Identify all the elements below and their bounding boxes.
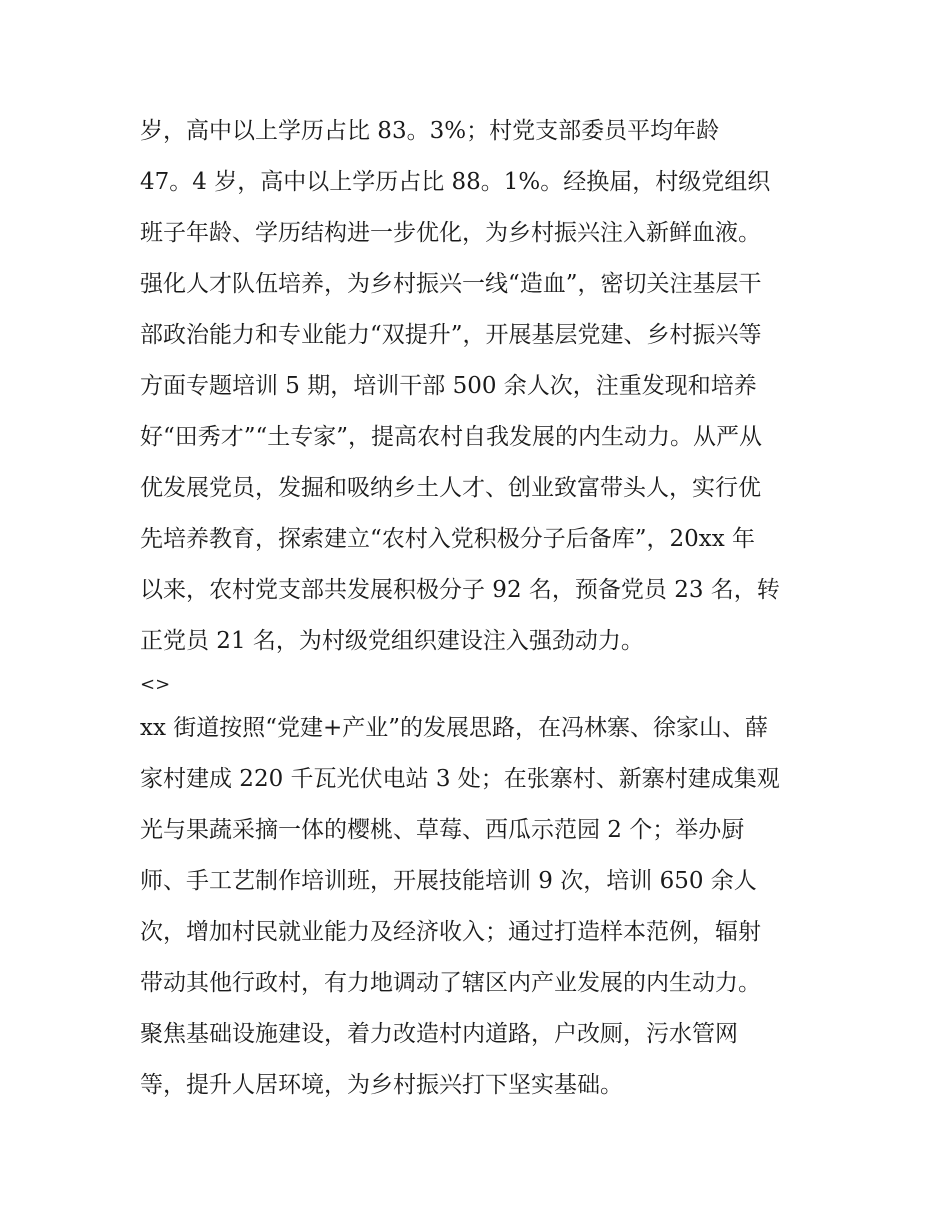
text-line: 光与果蔬采摘一体的樱桃、草莓、西瓜示范园 2 个；举办厨 xyxy=(140,817,745,843)
text-line: 优发展党员，发掘和吸纳乡土人才、创业致富带头人，实行优 xyxy=(140,475,761,501)
paragraph-talent xyxy=(140,106,830,667)
text-line: 先培养教育，探索建立“农村入党积极分子后备库”，20xx 年 xyxy=(140,526,756,552)
text-line: 以来，农村党支部共发展积极分子 92 名，预备党员 23 名，转 xyxy=(140,577,780,603)
text-line: 正党员 21 名，为村级党组织建设注入强劲动力。 xyxy=(140,628,644,654)
text-line: 带动其他行政村，有力地调动了辖区内产业发展的内生动力。 xyxy=(140,970,761,996)
text-line: 好“田秀才”“土专家”，提高农村自我发展的内生动力。从严从 xyxy=(140,424,763,450)
text-line: 47。4 岁，高中以上学历占比 88。1%。经换届，村级党组织 xyxy=(140,169,771,195)
text-line: 家村建成 220 千瓦光伏电站 3 处；在张寨村、新寨村建成集观 xyxy=(140,766,780,792)
text-line: 强化人才队伍培养，为乡村振兴一线“造血”，密切关注基层干 xyxy=(140,271,762,297)
text-line: 岁，高中以上学历占比 83。3%；村党支部委员平均年龄 xyxy=(140,118,720,144)
text-line: 等，提升人居环境，为乡村振兴打下坚实基础。 xyxy=(140,1072,623,1098)
paragraph-industry xyxy=(140,703,830,1111)
document-body xyxy=(140,106,830,1111)
section-separator: <> xyxy=(140,674,171,695)
text-line: 部政治能力和专业能力“双提升”，开展基层党建、乡村振兴等 xyxy=(140,322,762,348)
text-line: 方面专题培训 5 期，培训干部 500 余人次，注重发现和培养 xyxy=(140,373,757,399)
text-line: 聚焦基础设施建设，着力改造村内道路，户改厕，污水管网 xyxy=(140,1021,738,1047)
text-line: 师、手工艺制作培训班，开展技能培训 9 次，培训 650 余人 xyxy=(140,868,757,894)
text-line: 次，增加村民就业能力及经济收入；通过打造样本范例，辐射 xyxy=(140,919,761,945)
text-line: xx 街道按照“党建+产业”的发展思路，在冯林寨、徐家山、薛 xyxy=(140,715,769,741)
text-line: 班子年龄、学历结构进一步优化，为乡村振兴注入新鲜血液。 xyxy=(140,220,761,246)
